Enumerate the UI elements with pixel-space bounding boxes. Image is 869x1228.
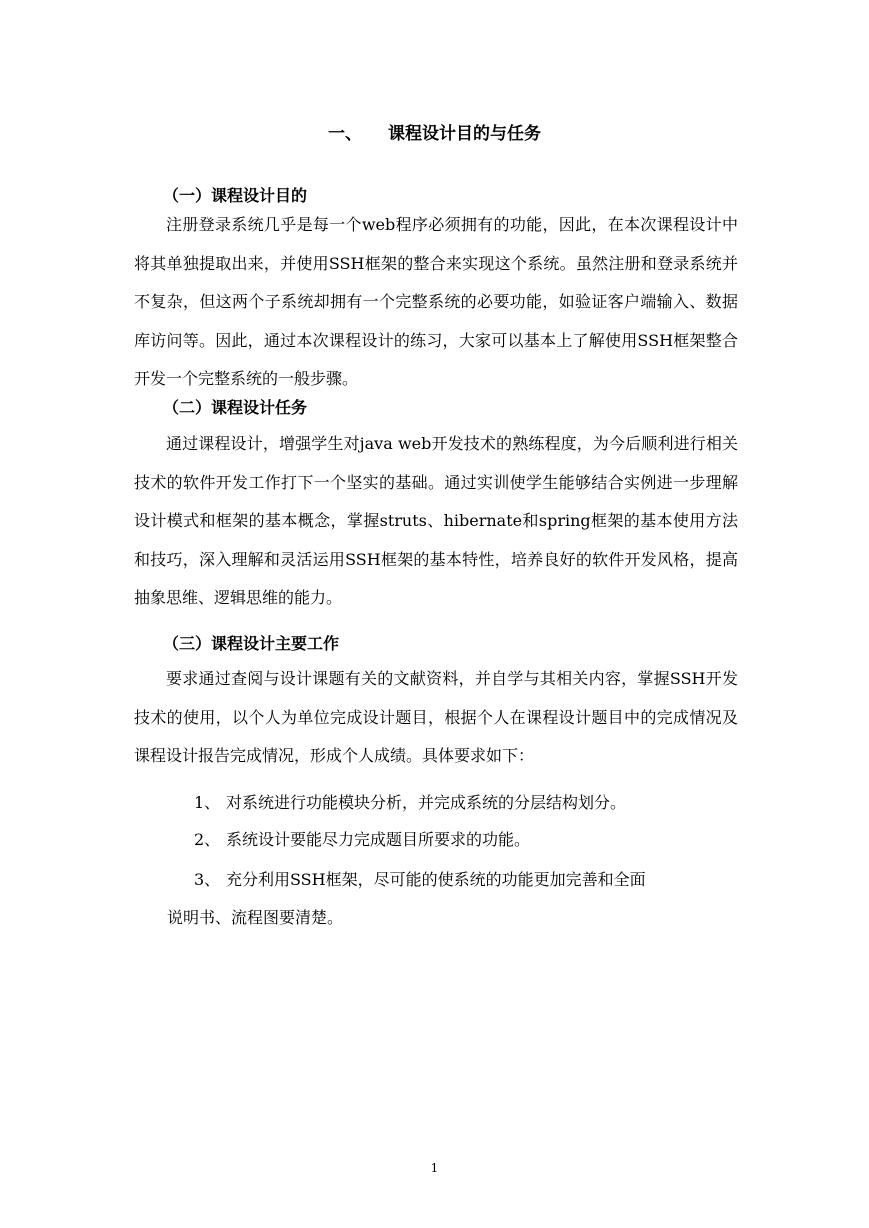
- section-heading-purpose: （一）课程设计目的: [163, 186, 308, 205]
- section-body-main-work: 要求通过查阅与设计课题有关的文献资料，并自学与其相关内容，掌握SSH开发技术的使用，以个人为单位完成设计题目，根据个人在课程设计题目中的完成情况及课程设计报告完成情况，形成个人成绩。具体要求如下：: [134, 669, 738, 765]
- requirement-item: [194, 791, 626, 815]
- section-heading-main-work: （三）课程设计主要工作: [163, 634, 340, 653]
- tail-note: 说明书、流程图要清楚。: [167, 908, 344, 927]
- chapter-title-text: 课程设计目的与任务: [388, 124, 541, 144]
- requirement-text: 系统设计要能尽力完成题目所要求的功能。: [226, 830, 531, 849]
- requirement-index: 2、: [194, 830, 221, 849]
- requirement-item: [194, 868, 646, 892]
- chapter-number: 一、: [328, 124, 362, 144]
- requirement-index: 3、: [194, 870, 221, 889]
- requirement-item: [194, 828, 530, 852]
- requirement-text: 对系统进行功能模块分析，并完成系统的分层结构划分。: [226, 793, 627, 812]
- requirement-index: 1、: [194, 793, 221, 812]
- section-body-purpose: 注册登录系统几乎是每一个web程序必须拥有的功能，因此，在本次课程设计中将其单独提取出来，并使用SSH框架的整合来实现这个系统。虽然注册和登录系统并不复杂，但这两个子系统却拥有一个完整系统的必要功能，如验证客户端输入、数据库访问等。因此，通过本次课程设计的练习，大家可以基本上了解使用SSH框架整合开发一个完整系统的一般步骤。: [134, 215, 738, 388]
- page-number: 1: [430, 1161, 439, 1175]
- chapter-title: [0, 122, 869, 146]
- section-heading-task: （二）课程设计任务: [163, 398, 308, 417]
- requirement-text: 充分利用SSH框架，尽可能的使系统的功能更加完善和全面: [226, 870, 646, 889]
- section-body-task: 通过课程设计，增强学生对java web开发技术的熟练程度，为今后顺利进行相关技术的软件开发工作打下一个坚实的基础。通过实训使学生能够结合实例进一步理解设计模式和框架的基本概念，掌握struts、hibernate和spring框架的基本使用方法和技巧，深入理解和灵活运用SSH框架的基本特性，培养良好的软件开发风格，提高抽象思维、逻辑思维的能力。: [134, 434, 738, 607]
